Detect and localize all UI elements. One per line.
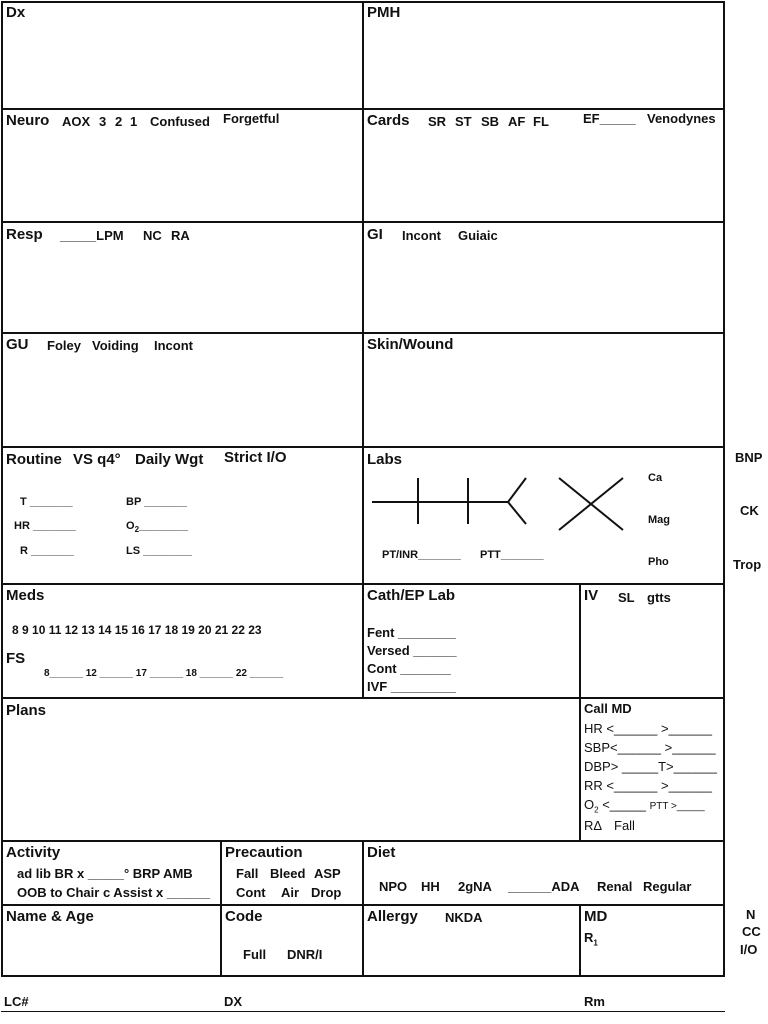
precaution-bleed[interactable]: Bleed bbox=[270, 866, 306, 881]
gi-incont[interactable]: Incont bbox=[402, 228, 441, 243]
diet-2gna[interactable]: 2gNA bbox=[458, 879, 492, 894]
neuro-2[interactable]: 2 bbox=[115, 114, 123, 129]
border-right bbox=[723, 1, 725, 977]
cath-title: Cath/EP Lab bbox=[367, 587, 456, 604]
iv-title: IV bbox=[584, 587, 599, 604]
allergy-title: Allergy bbox=[367, 908, 418, 925]
neuro-1[interactable]: 1 bbox=[130, 114, 138, 129]
cards-sr[interactable]: SR bbox=[428, 114, 447, 129]
neuro-title: Neuro bbox=[6, 112, 50, 129]
callmd-fall[interactable]: Fall bbox=[614, 818, 635, 833]
labs-pho[interactable]: Pho bbox=[648, 556, 669, 568]
diet-renal[interactable]: Renal bbox=[597, 879, 633, 894]
cards-sb[interactable]: SB bbox=[481, 114, 500, 129]
meds-cath-divider bbox=[362, 583, 364, 699]
diet-regular[interactable]: Regular bbox=[643, 879, 692, 894]
labs-title: Labs bbox=[367, 451, 403, 468]
cards-venodynes[interactable]: Venodynes bbox=[647, 111, 716, 126]
precaution-title: Precaution bbox=[225, 844, 303, 861]
diet-ada[interactable]: ______ADA bbox=[508, 879, 580, 894]
gu-foley[interactable]: Foley bbox=[47, 338, 81, 353]
resp-lpm[interactable]: _____LPM bbox=[60, 228, 124, 243]
routine-daily-wgt[interactable]: Daily Wgt bbox=[135, 451, 204, 468]
footer-dx: DX bbox=[224, 994, 243, 1009]
cath-iv-divider bbox=[579, 583, 581, 699]
callmd-hr[interactable]: HR <______ >______ bbox=[584, 721, 712, 736]
skin-title: Skin/Wound bbox=[367, 336, 454, 353]
side-bnp: BNP bbox=[735, 450, 763, 465]
routine-ls[interactable]: LS ________ bbox=[126, 545, 193, 557]
side-ck: CK bbox=[740, 503, 759, 518]
callmd-title: Call MD bbox=[584, 701, 632, 716]
resp-nc[interactable]: NC bbox=[143, 228, 162, 243]
activity-precaution-divider bbox=[220, 840, 222, 977]
cards-fl[interactable]: FL bbox=[533, 114, 549, 129]
activity-line2[interactable]: OOB to Chair c Assist x ______ bbox=[17, 885, 211, 900]
neuro-3[interactable]: 3 bbox=[99, 114, 107, 129]
fs-row[interactable]: 8______ 12 ______ 17 ______ 18 ______ 22 ______ bbox=[44, 668, 284, 679]
cath-ivf[interactable]: IVF _________ bbox=[367, 679, 456, 694]
dx-title: Dx bbox=[6, 4, 26, 21]
routine-hr[interactable]: HR _______ bbox=[14, 520, 76, 532]
border-left bbox=[1, 1, 3, 977]
iv-gtts[interactable]: gtts bbox=[647, 590, 671, 605]
footer-line bbox=[1, 1011, 725, 1012]
resp-ra[interactable]: RA bbox=[171, 228, 190, 243]
side-n: N bbox=[746, 907, 756, 922]
neuro-confused[interactable]: Confused bbox=[150, 114, 210, 129]
gi-guiaic[interactable]: Guiaic bbox=[458, 228, 498, 243]
callmd-sbp[interactable]: SBP<______ >______ bbox=[584, 740, 716, 755]
resp-title: Resp bbox=[6, 226, 43, 243]
labs-ptinr[interactable]: PT/INR_______ bbox=[382, 549, 461, 561]
activity-line1[interactable]: ad lib BR x _____° BRP AMB bbox=[17, 866, 193, 881]
precaution-air[interactable]: Air bbox=[281, 885, 300, 900]
callmd-dbp[interactable]: DBP> _____T>______ bbox=[584, 759, 717, 774]
iv-sl[interactable]: SL bbox=[618, 590, 635, 605]
pmh-title: PMH bbox=[367, 4, 401, 21]
cath-fent[interactable]: Fent ________ bbox=[367, 625, 456, 640]
labs-mag[interactable]: Mag bbox=[648, 514, 670, 526]
callmd-rr[interactable]: RR <______ >______ bbox=[584, 778, 712, 793]
cath-versed[interactable]: Versed ______ bbox=[367, 643, 457, 658]
name-age-title: Name & Age bbox=[6, 908, 94, 925]
cards-title: Cards bbox=[367, 112, 410, 129]
cath-cont[interactable]: Cont _______ bbox=[367, 661, 451, 676]
precaution-drop[interactable]: Drop bbox=[311, 885, 342, 900]
precaution-asp[interactable]: ASP bbox=[314, 866, 341, 881]
routine-bp[interactable]: BP _______ bbox=[126, 496, 187, 508]
meds-title: Meds bbox=[6, 587, 45, 604]
routine-o2[interactable]: $O_2\_\_\_\_\_\_\_\_$ bbox=[126, 520, 188, 535]
fs-title: FS bbox=[6, 650, 26, 667]
mid-divider bbox=[362, 1, 364, 585]
routine-vs[interactable]: VS q4° bbox=[73, 451, 121, 468]
precaution-cont[interactable]: Cont bbox=[236, 885, 266, 900]
gu-title: GU bbox=[6, 336, 29, 353]
side-trop: Trop bbox=[733, 557, 762, 572]
labs-ca[interactable]: Ca bbox=[648, 472, 663, 484]
plans-callmd-divider bbox=[579, 697, 581, 842]
routine-t[interactable]: T _______ bbox=[20, 496, 73, 508]
row-divider-3 bbox=[1, 332, 725, 334]
plans-title: Plans bbox=[6, 702, 47, 719]
diet-title: Diet bbox=[367, 844, 396, 861]
diet-npo[interactable]: NPO bbox=[379, 879, 408, 894]
cards-af[interactable]: AF bbox=[508, 114, 526, 129]
activity-title: Activity bbox=[6, 844, 61, 861]
precaution-diet-divider bbox=[362, 840, 364, 977]
row-divider-1 bbox=[1, 108, 725, 110]
row-divider-4 bbox=[1, 446, 725, 448]
lab-cross-diagram bbox=[557, 476, 627, 532]
cards-st[interactable]: ST bbox=[455, 114, 472, 129]
neuro-aox[interactable]: AOX bbox=[62, 114, 91, 129]
footer-lc: LC# bbox=[4, 994, 29, 1009]
precaution-fall[interactable]: Fall bbox=[236, 866, 259, 881]
footer-rm: Rm bbox=[584, 994, 605, 1009]
routine-r[interactable]: R _______ bbox=[20, 545, 74, 557]
md-title: MD bbox=[584, 908, 608, 925]
code-dnr[interactable]: DNR/I bbox=[287, 947, 323, 962]
routine-strict-io[interactable]: Strict I/O bbox=[224, 449, 287, 466]
allergy-nkda[interactable]: NKDA bbox=[445, 910, 483, 925]
side-io: I/O bbox=[740, 942, 758, 957]
allergy-md-divider bbox=[579, 904, 581, 977]
code-title: Code bbox=[225, 908, 263, 925]
gu-voiding[interactable]: Voiding bbox=[92, 338, 139, 353]
side-cc: CC bbox=[742, 924, 761, 939]
lab-fishbone-diagram bbox=[370, 474, 530, 526]
neuro-forgetful[interactable]: Forgetful bbox=[223, 111, 280, 126]
callmd-rd[interactable]: RΔ bbox=[584, 818, 603, 833]
meds-hours[interactable]: 8 9 10 11 12 13 14 15 16 17 18 19 20 21 22 23 bbox=[12, 623, 262, 637]
md-r1[interactable]: $R_1$ bbox=[584, 930, 598, 948]
labs-ptt[interactable]: PTT_______ bbox=[480, 549, 544, 561]
cards-ef[interactable]: EF_____ bbox=[583, 111, 636, 126]
diet-hh[interactable]: HH bbox=[421, 879, 440, 894]
row-divider-2 bbox=[1, 221, 725, 223]
routine-title: Routine bbox=[6, 451, 62, 468]
code-full[interactable]: Full bbox=[243, 947, 267, 962]
callmd-o2[interactable]: $O_2$ <_____ PTT >_____ bbox=[584, 797, 705, 815]
gu-incont[interactable]: Incont bbox=[154, 338, 193, 353]
gi-title: GI bbox=[367, 226, 383, 243]
